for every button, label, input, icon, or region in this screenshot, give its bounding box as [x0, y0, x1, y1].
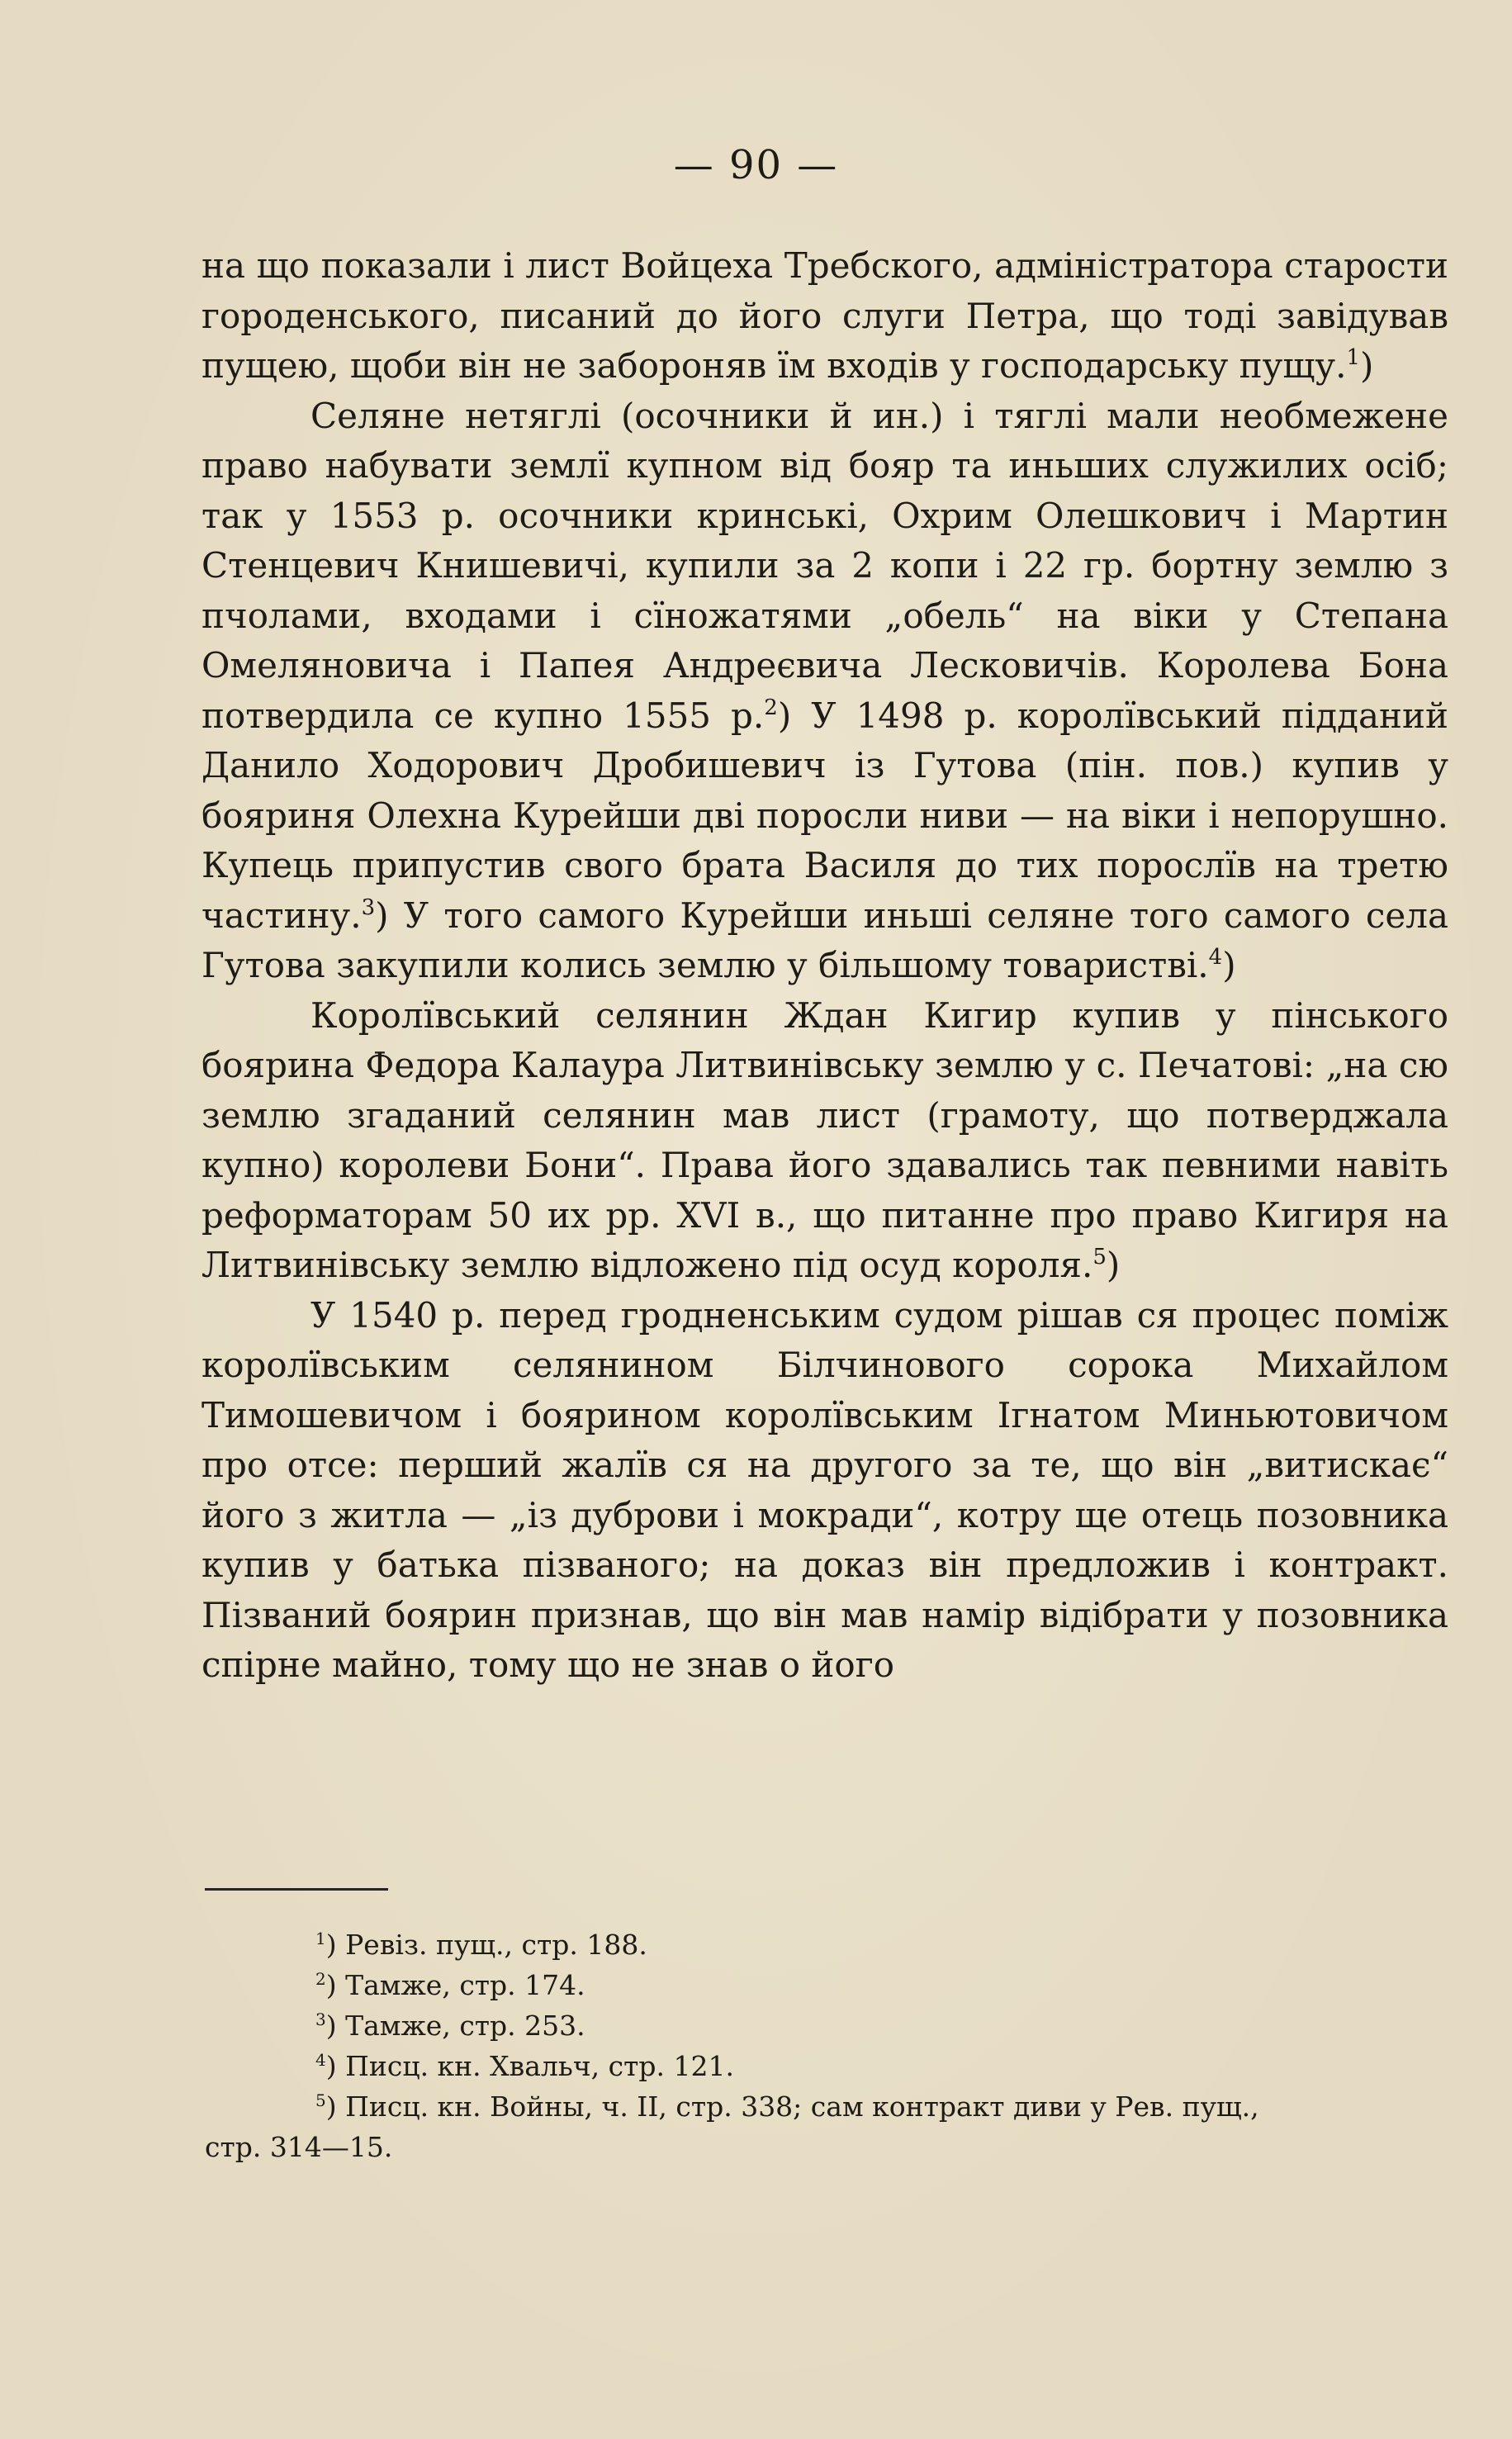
footnote-number: 4 — [315, 2050, 326, 2070]
footnote-text: ) Тамже, стр. 253. — [325, 2010, 585, 2042]
footnote-number: 5 — [315, 2090, 326, 2110]
footnote-text: ) Тамже, стр. 174. — [325, 1969, 585, 2001]
footnote-ref: 4 — [1208, 945, 1223, 970]
footnote-continuation: стр. 314—15. — [205, 2131, 393, 2163]
text-run: У 1540 р. перед гродненським судом рішав ся процес поміж королївським селянином Білчинового сорока Михайлом Тимошевичом і боярином королївським Ігнатом Миньютовичом про отсе: перший жалїв ся на другого за те, що він „витискає“ його з житла — „із дуброви і мокради“, котру ще отець позовника купив у батька пізваного; на доказ він предложив і контракт. Пізваний боярин признав, що він мав намір відібрати у позовника спірне майно, тому що не знав о його — [201, 1294, 1448, 1685]
text-run: Королївський селянин Ждан Кигир купив у пінського боярина Федора Калаура Литвинівську землю у с. Печатові: „на сю землю згаданий селянин мав лист (грамоту, що потверджала купно) королеви Бони“. Права його здавались так певними навіть реформаторам 50 их рр. XVI в., що питанне про право Кигиря на Литвинівську землю відложено під осуд короля. — [201, 994, 1448, 1285]
text-run: Селяне нетяглі (осочники й ин.) і тяглі мали необмежене право набувати землї купном від бояр та иньших служилих осіб; так у 1553 р. осочники кринські, Охрим Олешкович і Мартин Стенцевич Книшевичі, купили за 2 копи і 22 гр. бортну землю з пчолами, входами і сїножатями „обель“ на віки у Степана Омеляновича і Папея Андреєвича Лесковичів. Королева Бона потвердила се купно 1555 р. — [201, 395, 1448, 736]
footnote-number: 1 — [315, 1929, 326, 1948]
text-run: ) — [1222, 945, 1236, 985]
paragraph — [201, 391, 1448, 991]
footnote-text: ) Ревіз. пущ., стр. 188. — [325, 1929, 647, 1961]
text-run: на що показали і лист Войцеха Требского, адміністратора старости городенського, писаний до його слуги Петра, що тоді завідував пущею, щоби він не забороняв їм входів у господарську пущу. — [201, 245, 1448, 386]
footnote-ref: 1 — [1346, 345, 1360, 370]
footnote — [205, 2005, 1448, 2046]
footnote-ref: 5 — [1093, 1245, 1107, 1269]
footnote-divider — [205, 1888, 388, 1891]
text-run: ) — [1106, 1245, 1121, 1285]
body-text — [201, 241, 1448, 1691]
text-run: ) — [1360, 345, 1374, 386]
footnote-text: ) Писц. кн. Войны, ч. II, стр. 338; сам контракт диви у Рев. пущ., — [325, 2090, 1259, 2123]
footnote — [205, 1924, 1448, 1965]
text-run: ) У того самого Курейши иньші селяне того самого села Гутова закупили колись землю у більшому товаристві. — [201, 894, 1448, 985]
footnote-number: 3 — [315, 2010, 326, 2029]
paragraph — [201, 1291, 1448, 1691]
text-run: ) У 1498 р. королївський підданий Данило Ходорович Дробишевич із Гутова (пін. пов.) купив у бояриня Олехна Курейши дві поросли ниви — на віки і непорушно. Купець припустив свого брата Василя до тих порослїв на третю частину. — [201, 695, 1448, 936]
paragraph — [201, 241, 1448, 391]
footnote — [205, 2046, 1448, 2086]
paragraph — [201, 991, 1448, 1291]
footnote-number: 2 — [315, 1969, 326, 1989]
footnote-ref: 2 — [764, 695, 778, 720]
footnotes — [205, 1924, 1448, 2167]
footnote-text: ) Писц. кн. Хвальч, стр. 121. — [325, 2050, 734, 2082]
footnote — [205, 2086, 1448, 2127]
footnote-ref: 3 — [361, 894, 376, 920]
footnote — [205, 1965, 1448, 2005]
page-number: — 90 — — [673, 142, 839, 188]
